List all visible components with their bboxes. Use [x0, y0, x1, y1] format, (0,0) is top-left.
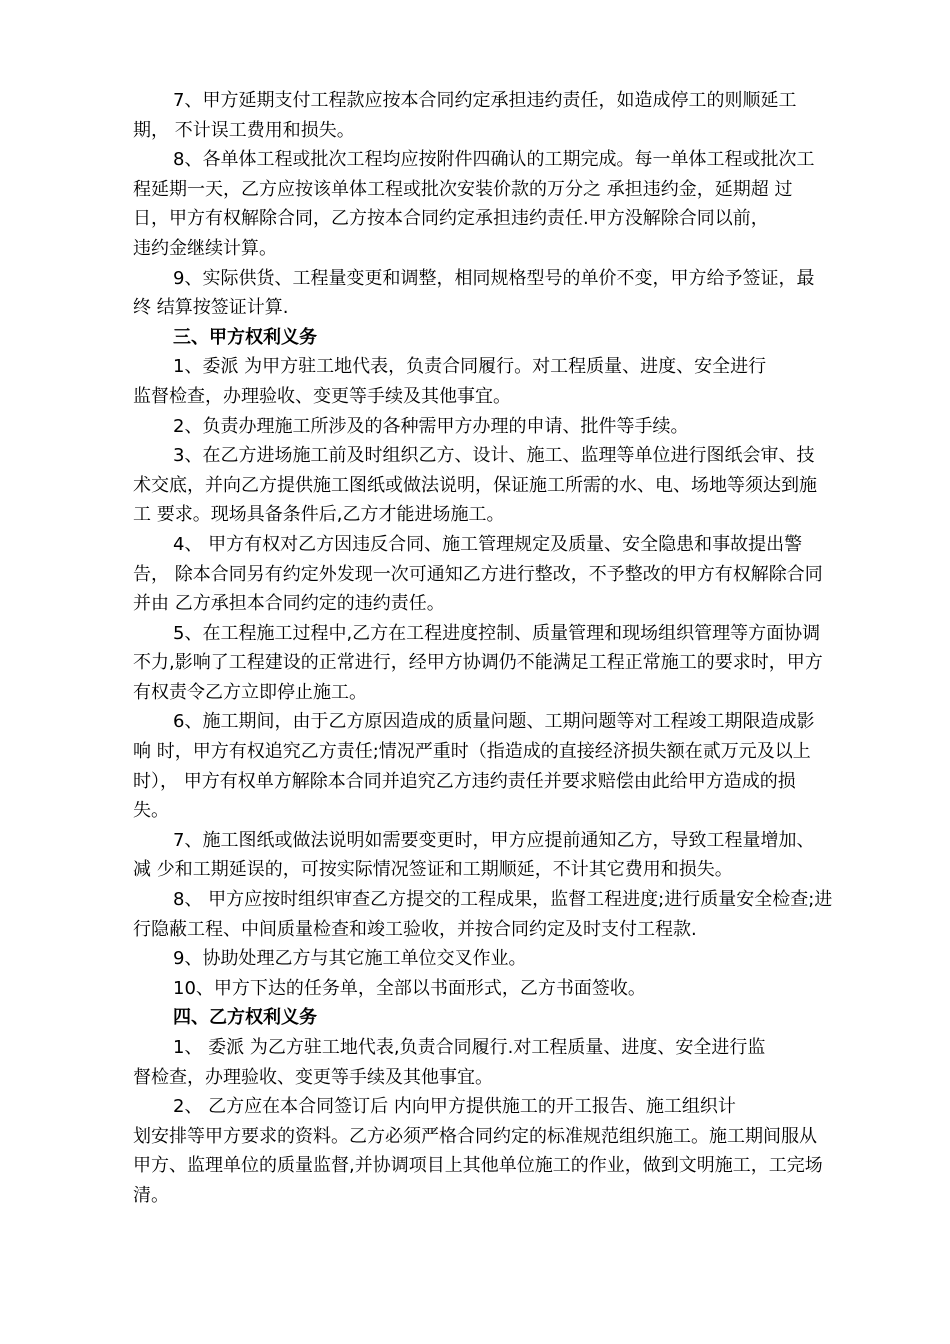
text-line: 行隐蔽工程、中间质量检查和竣工验收，并按合同约定及时支付工程款.: [133, 918, 697, 940]
text-line: 划安排等甲方要求的资料。乙方必须严格合同约定的标准规范组织施工。施工期间服从: [133, 1125, 817, 1147]
text-line: 响 时，甲方有权追究乙方责任;情况严重时（指造成的直接经济损失额在贰万元及以上: [133, 741, 811, 763]
section-heading: [133, 323, 875, 353]
paragraph: [133, 530, 875, 619]
text-line: 并由 乙方承担本合同约定的违约责任。: [133, 593, 445, 615]
text-line: 7、甲方延期支付工程款应按本合同约定承担违约责任，如造成停工的则顺延工: [173, 90, 797, 111]
text-line: 2、负责办理施工所涉及的各种需甲方办理的申请、批件等手续。: [173, 415, 689, 437]
text-line: 1、 委派 为乙方驻工地代表,负责合同履行.对工程质量、进度、安全进行监: [173, 1037, 766, 1058]
paragraph: [133, 1092, 875, 1210]
text-line: 不力,影响了工程建设的正常进行，经甲方协调仍不能满足工程正常施工的要求时，甲方: [133, 652, 823, 674]
text-line: 2、 乙方应在本合同签订后 内向甲方提供施工的开工报告、施工组织计: [173, 1096, 736, 1118]
text-line: 4、 甲方有权对乙方因违反合同、施工管理规定及质量、安全隐患和事故提出警: [173, 533, 803, 555]
paragraph: [133, 412, 875, 442]
text-line: 7、施工图纸或做法说明如需要变更时，甲方应提前通知乙方，导致工程量增加、: [173, 829, 815, 851]
text-line: 三、甲方权利义务: [173, 326, 317, 348]
paragraph: [133, 86, 875, 145]
text-line: 督检查，办理验收、变更等手续及其他事宜。: [133, 1066, 493, 1088]
paragraph: [133, 974, 875, 1004]
text-line: 期， 不计误工费用和损失。: [133, 119, 355, 141]
text-line: 8、各单体工程或批次工程均应按附件四确认的工期完成。每一单体工程或批次工: [173, 149, 815, 171]
paragraph: [133, 264, 875, 323]
section-heading: [133, 1003, 875, 1033]
text-line: 工 要求。现场具备条件后,乙方才能进场施工。: [133, 504, 505, 526]
text-line: 减 少和工期延误的，可按实际情况签证和工期顺延，不计其它费用和损失。: [133, 859, 733, 881]
paragraph: [133, 619, 875, 708]
text-line: 终 结算按签证计算.: [133, 297, 289, 319]
text-line: 违约金继续计算。: [133, 237, 277, 259]
text-line: 术交底，并向乙方提供施工图纸或做法说明，保证施工所需的水、电、场地等须达到施: [133, 474, 817, 496]
text-line: 四、乙方权利义务: [173, 1007, 317, 1029]
paragraph: [133, 707, 875, 825]
text-line: 5、在工程施工过程中,乙方在工程进度控制、质量管理和现场组织管理等方面协调: [173, 622, 821, 644]
document-body: [133, 86, 875, 1211]
text-line: 8、 甲方应按时组织审查乙方提交的工程成果，监督工程进度;进行质量安全检查;进: [173, 889, 833, 911]
text-line: 1、委派 为甲方驻工地代表，负责合同履行。对工程质量、进度、安全进行: [173, 356, 767, 378]
text-line: 有权责令乙方立即停止施工。: [133, 681, 367, 703]
text-line: 日，甲方有权解除合同，乙方按本合同约定承担违约责任.甲方没解除合同以前，: [133, 208, 769, 230]
text-line: 程延期一天，乙方应按该单体工程或批次安装价款的万分之 承担违约金，延期超 过: [133, 178, 793, 200]
paragraph: [133, 944, 875, 974]
paragraph: [133, 826, 875, 885]
text-line: 3、在乙方进场施工前及时组织乙方、设计、施工、监理等单位进行图纸会审、技: [173, 445, 815, 467]
text-line: 监督检查，办理验收、变更等手续及其他事宜。: [133, 385, 511, 407]
text-line: 告， 除本合同另有约定外发现一次可通知乙方进行整改，不予整改的甲方有权解除合同: [133, 563, 823, 585]
text-line: 清。: [133, 1184, 169, 1206]
text-line: 甲方、监理单位的质量监督,并协调项目上其他单位施工的作业，做到文明施工，工完场: [133, 1155, 823, 1177]
paragraph: [133, 885, 875, 944]
text-line: 失。: [133, 800, 169, 822]
paragraph: [133, 1033, 875, 1092]
text-line: 9、实际供货、工程量变更和调整，相同规格型号的单价不变，甲方给予签证，最: [173, 267, 815, 289]
text-line: 时）， 甲方有权单方解除本合同并追究乙方违约责任并要求赔偿由此给甲方造成的损: [133, 770, 796, 792]
text-line: 10、甲方下达的任务单，全部以书面形式，乙方书面签收。: [173, 977, 646, 999]
text-line: 9、协助处理乙方与其它施工单位交叉作业。: [173, 948, 527, 970]
paragraph: [133, 352, 875, 411]
paragraph: [133, 441, 875, 530]
text-line: 6、施工期间，由于乙方原因造成的质量问题、工期问题等对工程竣工期限造成影: [173, 711, 815, 733]
paragraph: [133, 145, 875, 263]
